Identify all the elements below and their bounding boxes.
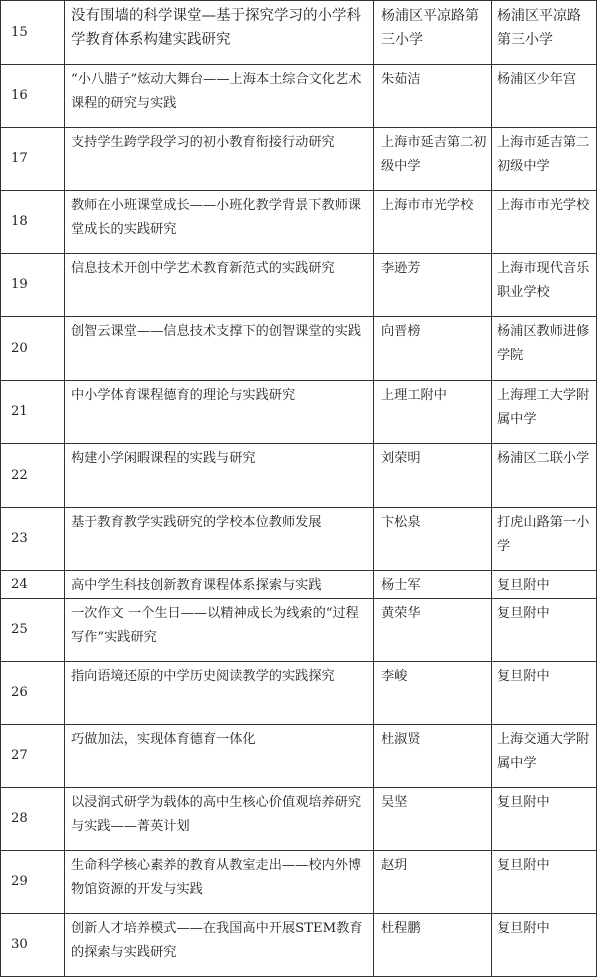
no-cell: 25 xyxy=(1,599,65,662)
table-row xyxy=(1,662,597,725)
unit-cell: 杨浦区平凉路第三小学 xyxy=(492,1,597,65)
unit-cell: 杨浦区二联小学 xyxy=(492,444,597,508)
unit-cell: 复旦附中 xyxy=(492,571,597,599)
project-title-cell: 创智云课堂——信息技术支撑下的创智课堂的实践 xyxy=(65,317,374,381)
project-table-body xyxy=(1,1,597,977)
unit-cell: 复旦附中 xyxy=(492,851,597,914)
project-title-cell: 生命科学核心素养的教育从教室走出——校内外博物馆资源的开发与实践 xyxy=(65,851,374,914)
table-row xyxy=(1,1,597,65)
project-title-cell: 创新人才培养模式——在我国高中开展STEM教育的探索与实践研究 xyxy=(65,914,374,977)
project-title-cell: 指向语境还原的中学历史阅读教学的实践探究 xyxy=(65,662,374,725)
person-cell: 上海市市光学校 xyxy=(374,191,492,254)
table-row xyxy=(1,128,597,191)
unit-cell: 上海交通大学附属中学 xyxy=(492,725,597,788)
table-row xyxy=(1,725,597,788)
person-cell: 赵玥 xyxy=(374,851,492,914)
table-row xyxy=(1,599,597,662)
unit-cell: 复旦附中 xyxy=(492,599,597,662)
unit-cell: 杨浦区教师进修学院 xyxy=(492,317,597,381)
person-cell: 吴坚 xyxy=(374,788,492,851)
person-cell: 李逊芳 xyxy=(374,254,492,317)
table-row xyxy=(1,444,597,508)
project-title-cell: 基于教育教学实践研究的学校本位教师发展 xyxy=(65,508,374,571)
project-title-cell: 支持学生跨学段学习的初小教育衔接行动研究 xyxy=(65,128,374,191)
no-cell: 26 xyxy=(1,662,65,725)
table-row xyxy=(1,191,597,254)
person-cell: 卞松泉 xyxy=(374,508,492,571)
no-cell: 29 xyxy=(1,851,65,914)
project-title-cell: 高中学生科技创新教育课程体系探索与实践 xyxy=(65,571,374,599)
unit-cell: 杨浦区少年宫 xyxy=(492,65,597,128)
table-row xyxy=(1,914,597,977)
no-cell: 24 xyxy=(1,571,65,599)
no-cell: 23 xyxy=(1,508,65,571)
person-cell: 杨浦区平凉路第三小学 xyxy=(374,1,492,65)
person-cell: 杨士军 xyxy=(374,571,492,599)
no-cell: 21 xyxy=(1,381,65,444)
table-row xyxy=(1,788,597,851)
unit-cell: 打虎山路第一小学 xyxy=(492,508,597,571)
person-cell: 杜淑贤 xyxy=(374,725,492,788)
person-cell: 上海市延吉第二初级中学 xyxy=(374,128,492,191)
person-cell: 李峻 xyxy=(374,662,492,725)
person-cell: 刘荣明 xyxy=(374,444,492,508)
unit-cell: 上海市延吉第二初级中学 xyxy=(492,128,597,191)
project-title-cell: 巧做加法，实现体育德育一体化 xyxy=(65,725,374,788)
no-cell: 17 xyxy=(1,128,65,191)
table-row xyxy=(1,254,597,317)
unit-cell: 复旦附中 xyxy=(492,788,597,851)
person-cell: 向晋榜 xyxy=(374,317,492,381)
unit-cell: 上海市市光学校 xyxy=(492,191,597,254)
no-cell: 27 xyxy=(1,725,65,788)
no-cell: 18 xyxy=(1,191,65,254)
no-cell: 15 xyxy=(1,1,65,65)
no-cell: 19 xyxy=(1,254,65,317)
project-title-cell: 教师在小班课堂成长——小班化教学背景下教师课堂成长的实践研究 xyxy=(65,191,374,254)
unit-cell: 复旦附中 xyxy=(492,662,597,725)
project-title-cell: 一次作文 一个生日——以精神成长为线索的“过程写作”实践研究 xyxy=(65,599,374,662)
person-cell: 朱茹洁 xyxy=(374,65,492,128)
no-cell: 22 xyxy=(1,444,65,508)
unit-cell: 上海市现代音乐职业学校 xyxy=(492,254,597,317)
no-cell: 20 xyxy=(1,317,65,381)
no-cell: 30 xyxy=(1,914,65,977)
table-row xyxy=(1,851,597,914)
table-row xyxy=(1,317,597,381)
project-title-cell: 构建小学闲暇课程的实践与研究 xyxy=(65,444,374,508)
person-cell: 杜程鹏 xyxy=(374,914,492,977)
project-title-cell: 以浸润式研学为载体的高中生核心价值观培养研究与实践——菁英计划 xyxy=(65,788,374,851)
project-title-cell: 中小学体育课程德育的理论与实践研究 xyxy=(65,381,374,444)
no-cell: 28 xyxy=(1,788,65,851)
unit-cell: 复旦附中 xyxy=(492,914,597,977)
project-title-cell: “小八腊子”炫动大舞台——上海本土综合文化艺术课程的研究与实践 xyxy=(65,65,374,128)
project-title-cell: 没有围墙的科学课堂—基于探究学习的小学科学教育体系构建实践研究 xyxy=(65,1,374,65)
table-row xyxy=(1,508,597,571)
unit-cell: 上海理工大学附属中学 xyxy=(492,381,597,444)
person-cell: 黄荣华 xyxy=(374,599,492,662)
table-row xyxy=(1,381,597,444)
no-cell: 16 xyxy=(1,65,65,128)
project-title-cell: 信息技术开创中学艺术教育新范式的实践研究 xyxy=(65,254,374,317)
person-cell: 上理工附中 xyxy=(374,381,492,444)
table-row xyxy=(1,571,597,599)
table-row xyxy=(1,65,597,128)
